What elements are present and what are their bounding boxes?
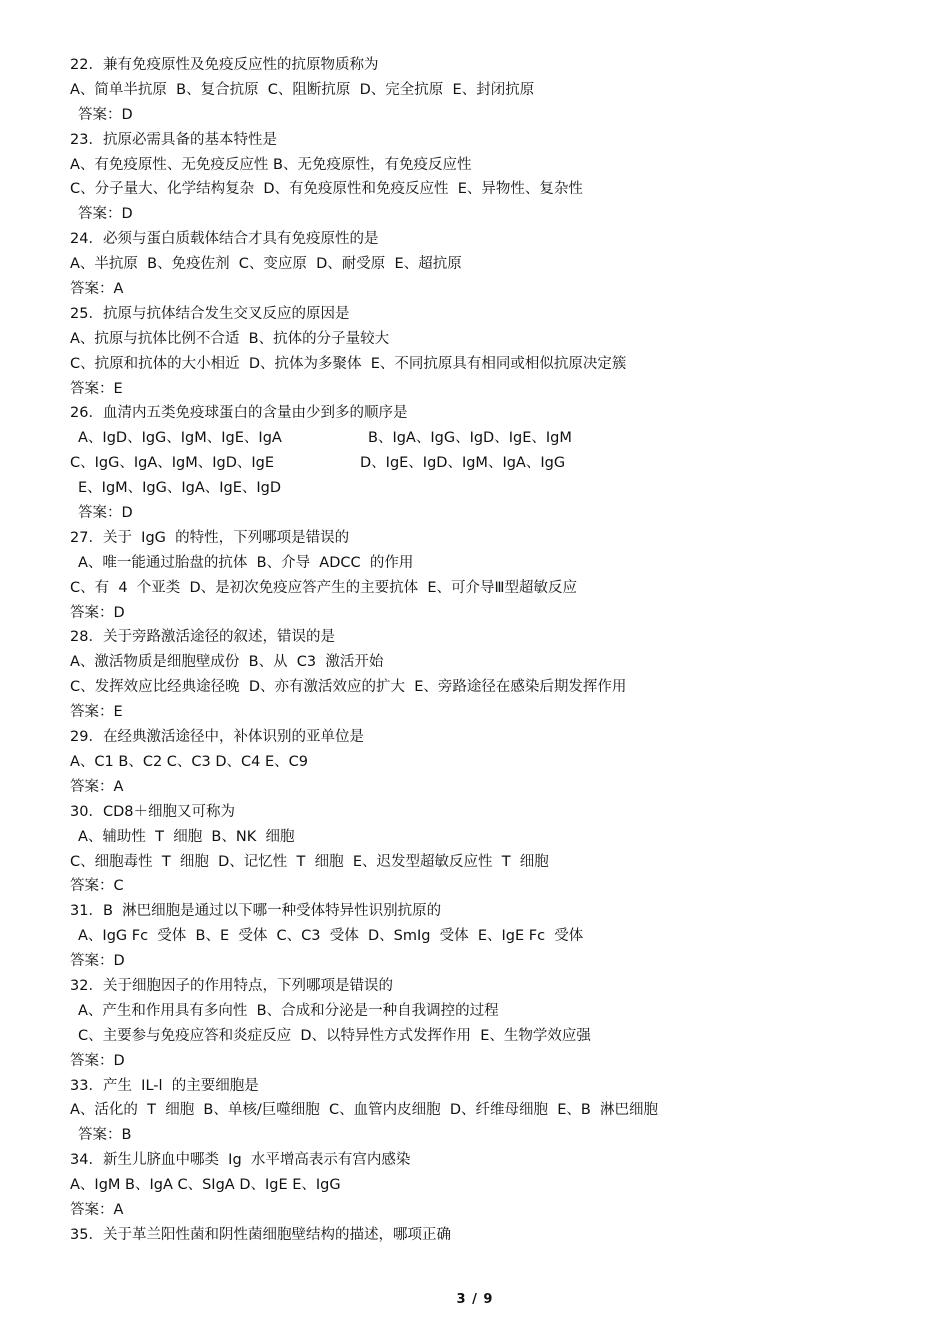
answer-options: C、抗原和抗体的大小相近 D、抗体为多聚体 E、不同抗原具有相同或相似抗原决定簇 [70, 355, 627, 372]
answer-options: A、辅助性 T 细胞 B、NK 细胞 [78, 828, 295, 845]
answer-options: C、有 4 个亚类 D、是初次免疫应答产生的主要抗体 E、可介导Ⅲ型超敏反应 [70, 579, 578, 596]
answer-options: A、抗原与抗体比例不合适 B、抗体的分子量较大 [70, 330, 390, 347]
question-title: 30．CD8＋细胞又可称为 [70, 803, 235, 820]
option-d: D、IgE、IgD、IgM、IgA、IgG [360, 455, 566, 472]
question-title: 23．抗原必需具备的基本特性是 [70, 131, 277, 148]
answer-options: A、简单半抗原 B、复合抗原 C、阻断抗原 D、完全抗原 E、封闭抗原 [70, 81, 535, 98]
question-title: 29．在经典激活途径中，补体识别的亚单位是 [70, 729, 364, 746]
answer-options: C、分子量大、化学结构复杂 D、有免疫原性和免疫反应性 E、异物性、复杂性 [70, 181, 583, 198]
answer-key: 答案：A [70, 281, 124, 298]
answer-options: A、唯一能通过胎盘的抗体 B、介导 ADCC 的作用 [78, 554, 414, 571]
answer-options: A、C1 B、C2 C、C3 D、C4 E、C9 [70, 753, 309, 770]
question-title: 33．产生 IL-l 的主要细胞是 [70, 1077, 259, 1094]
question-title: 32．关于细胞因子的作用特点，下列哪项是错误的 [70, 977, 393, 994]
answer-options: C、细胞毒性 T 细胞 D、记忆性 T 细胞 E、迟发型超敏反应性 T 细胞 [70, 853, 549, 870]
answer-key: 答案：D [78, 206, 133, 223]
question-title: 27．关于 IgG 的特性，下列哪项是错误的 [70, 529, 350, 546]
answer-options: A、IgG Fc 受体 B、E 受体 C、C3 受体 D、SmIg 受体 E、IgE Fc 受体 [78, 928, 584, 945]
answer-options-row [70, 426, 890, 451]
answer-options: A、活化的 T 细胞 B、单核/巨噬细胞 C、血管内皮细胞 D、纤维母细胞 E、B 淋巴细胞 [70, 1102, 659, 1119]
question-title: 26．血清内五类免疫球蛋白的含量由少到多的顺序是 [70, 405, 408, 422]
answer-key: 答案：D [78, 106, 133, 123]
answer-key: 答案：D [78, 505, 133, 522]
question-title: 35．关于革兰阳性菌和阴性菌细胞壁结构的描述，哪项正确 [70, 1226, 451, 1243]
answer-options: A、产生和作用具有多向性 B、合成和分泌是一种自我调控的过程 [78, 1002, 499, 1019]
answer-key: 答案：E [70, 704, 123, 721]
option-a: A、IgD、IgG、IgM、IgE、IgA [78, 430, 282, 447]
question-title: 25．抗原与抗体结合发生交叉反应的原因是 [70, 305, 350, 322]
question-title: 28．关于旁路激活途径的叙述，错误的是 [70, 629, 335, 646]
question-list [70, 53, 890, 1248]
answer-key: 答案：D [70, 604, 125, 621]
question-title: 24．必须与蛋白质载体结合才具有免疫原性的是 [70, 231, 379, 248]
page-number: 3 / 9 [456, 1292, 494, 1307]
question-title: 31．B 淋巴细胞是通过以下哪一种受体特异性识别抗原的 [70, 903, 442, 920]
option-e: E、IgM、IgG、IgA、IgE、IgD [78, 480, 282, 497]
answer-key: 答案：E [70, 380, 123, 397]
answer-options: A、IgM B、IgA C、SIgA D、IgE E、IgG [70, 1177, 341, 1194]
answer-key: 答案：B [78, 1127, 132, 1144]
question-title: 34．新生儿脐血中哪类 Ig 水平增高表示有宫内感染 [70, 1152, 411, 1169]
answer-key: 答案：D [70, 953, 125, 970]
answer-options: A、激活物质是细胞壁成份 B、从 C3 激活开始 [70, 654, 384, 671]
answer-options: C、主要参与免疫应答和炎症反应 D、以特异性方式发挥作用 E、生物学效应强 [78, 1027, 591, 1044]
question-title: 22．兼有免疫原性及免疫反应性的抗原物质称为 [70, 57, 379, 73]
answer-options: A、有免疫原性、无免疫反应性 B、无免疫原性，有免疫反应性 [70, 156, 472, 173]
answer-key: 答案：A [70, 778, 124, 795]
answer-options: C、发挥效应比经典途径晚 D、亦有激活效应的扩大 E、旁路途径在感染后期发挥作用 [70, 679, 627, 696]
answer-options-row [70, 451, 890, 476]
option-c: C、IgG、IgA、IgM、IgD、IgE [70, 455, 275, 472]
answer-options: A、半抗原 B、免疫佐剂 C、变应原 D、耐受原 E、超抗原 [70, 256, 462, 273]
option-b: B、IgA、IgG、IgD、IgE、IgM [368, 430, 572, 447]
answer-key: 答案：A [70, 1201, 124, 1218]
answer-key: 答案：D [70, 1052, 125, 1069]
answer-key: 答案：C [70, 878, 124, 895]
